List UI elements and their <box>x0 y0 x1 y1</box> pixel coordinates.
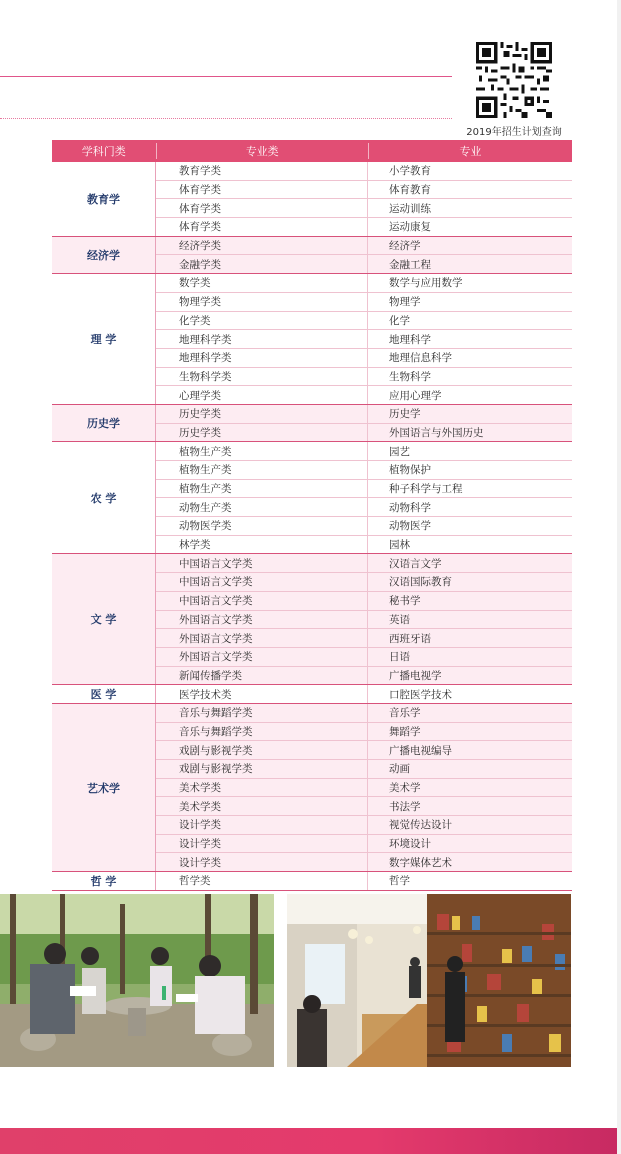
table-header <box>52 140 572 162</box>
major-class-cell: 外国语言文学类 <box>156 648 368 666</box>
library-reading-photo <box>287 894 571 1067</box>
major-cell: 动画 <box>389 763 410 776</box>
major-class-cell: 地理科学类 <box>156 330 368 348</box>
table-body <box>52 162 572 891</box>
major-class-cell: 外国语言文学类 <box>156 611 368 629</box>
major-class-cell: 体育学类 <box>156 181 368 199</box>
major-cell: 汉语言文学 <box>389 557 442 570</box>
category-group <box>52 872 572 891</box>
qr-code[interactable] <box>476 42 552 118</box>
major-class-cell: 教育学类 <box>156 162 368 180</box>
major-class-cell: 经济学类 <box>156 237 368 255</box>
major-class-cell: 林学类 <box>156 536 368 554</box>
table-row <box>156 628 572 647</box>
table-row <box>156 778 572 797</box>
major-cell: 环境设计 <box>389 838 431 851</box>
major-cell: 广播电视学 <box>389 669 442 682</box>
category-name: 历史学 <box>87 417 120 431</box>
category-group <box>52 274 572 405</box>
major-cell: 美术学 <box>389 782 421 795</box>
major-class-cell: 数学类 <box>156 274 368 292</box>
major-cell: 口腔医学技术 <box>389 688 452 701</box>
qr-caption: 2019年招生计划查询 <box>466 127 562 138</box>
category-rows <box>155 872 572 890</box>
major-cell: 动物医学 <box>389 520 431 533</box>
major-class-cell: 外国语言文学类 <box>156 629 368 647</box>
major-cell: 化学 <box>389 314 410 327</box>
major-class-cell: 体育学类 <box>156 218 368 236</box>
category-name: 农 学 <box>90 491 117 505</box>
major-cell: 园林 <box>389 539 410 552</box>
category-rows <box>155 405 572 441</box>
major-class-cell: 植物生产类 <box>156 461 368 479</box>
category-rows <box>155 685 572 703</box>
major-cell: 种子科学与工程 <box>389 483 463 496</box>
major-class-cell: 设计学类 <box>156 835 368 853</box>
table-row <box>156 554 572 572</box>
category-name: 艺术学 <box>87 781 120 795</box>
major-cell: 动物科学 <box>389 501 431 514</box>
major-class-cell: 新闻传播学类 <box>156 667 368 685</box>
major-cell: 历史学 <box>389 408 421 421</box>
table-row <box>156 254 572 273</box>
table-row <box>156 666 572 685</box>
category-name: 教育学 <box>87 192 120 206</box>
major-class-cell: 植物生产类 <box>156 442 368 460</box>
category-name: 医 学 <box>90 688 117 702</box>
table-row <box>156 237 572 255</box>
major-class-cell: 中国语言文学类 <box>156 592 368 610</box>
table-row <box>156 198 572 217</box>
major-cell: 日语 <box>389 651 410 664</box>
students-outdoor-photo <box>0 894 274 1067</box>
major-class-cell: 金融学类 <box>156 255 368 273</box>
table-row <box>156 759 572 778</box>
major-class-cell: 音乐与舞蹈学类 <box>156 723 368 741</box>
major-class-cell: 植物生产类 <box>156 480 368 498</box>
major-class-cell: 动物生产类 <box>156 498 368 516</box>
major-cell: 地理科学 <box>389 333 431 346</box>
major-cell: 外国语言与外国历史 <box>389 426 484 439</box>
major-class-cell: 美术学类 <box>156 779 368 797</box>
major-class-cell: 地理科学类 <box>156 349 368 367</box>
footer-color-bar <box>0 1128 621 1154</box>
table-row <box>156 535 572 554</box>
major-cell: 金融工程 <box>389 258 431 271</box>
category-group <box>52 162 572 237</box>
category-group <box>52 704 572 872</box>
major-cell: 生物科学 <box>389 370 431 383</box>
major-class-cell: 哲学类 <box>156 872 368 890</box>
table-row <box>156 329 572 348</box>
table-row <box>156 815 572 834</box>
table-row <box>156 405 572 423</box>
category-group <box>52 442 572 554</box>
table-row <box>156 348 572 367</box>
table-row <box>156 460 572 479</box>
major-cell: 英语 <box>389 613 410 626</box>
major-class-cell: 体育学类 <box>156 199 368 217</box>
major-cell: 哲学 <box>389 875 410 888</box>
decorative-dotted-line <box>0 118 452 119</box>
major-cell: 运动康复 <box>389 221 431 234</box>
major-cell: 小学教育 <box>389 165 431 178</box>
major-class-cell: 设计学类 <box>156 816 368 834</box>
category-name: 文 学 <box>90 613 117 627</box>
table-row <box>156 834 572 853</box>
major-class-cell: 心理学类 <box>156 386 368 404</box>
table-row <box>156 367 572 386</box>
table-row <box>156 180 572 199</box>
category-rows <box>155 442 572 553</box>
major-class-cell: 音乐与舞蹈学类 <box>156 704 368 722</box>
table-row <box>156 479 572 498</box>
major-cell: 园艺 <box>389 445 410 458</box>
category-name: 哲 学 <box>90 874 117 888</box>
table-row <box>156 704 572 722</box>
table-row <box>156 292 572 311</box>
major-cell: 视觉传达设计 <box>389 819 452 832</box>
major-class-cell: 中国语言文学类 <box>156 554 368 572</box>
table-row <box>156 647 572 666</box>
category-rows <box>155 704 572 871</box>
category-rows <box>155 274 572 404</box>
table-row <box>156 610 572 629</box>
table-row <box>156 162 572 180</box>
major-cell: 地理信息科学 <box>389 352 452 365</box>
major-class-cell: 生物科学类 <box>156 368 368 386</box>
category-group <box>52 685 572 704</box>
major-class-cell: 医学技术类 <box>156 685 368 703</box>
decorative-line <box>0 76 452 77</box>
major-table <box>52 140 572 891</box>
major-cell: 音乐学 <box>389 707 421 720</box>
major-class-cell: 化学类 <box>156 312 368 330</box>
major-cell: 西班牙语 <box>389 632 431 645</box>
table-row <box>156 217 572 236</box>
major-class-cell: 历史学类 <box>156 405 368 423</box>
category-rows <box>155 237 572 273</box>
table-row <box>156 591 572 610</box>
table-row <box>156 442 572 460</box>
major-cell: 广播电视编导 <box>389 744 452 757</box>
major-class-cell: 动物医学类 <box>156 517 368 535</box>
header-category: 学科门类 <box>52 143 157 159</box>
page-edge-shadow <box>617 0 621 1154</box>
major-class-cell: 历史学类 <box>156 424 368 442</box>
table-row <box>156 572 572 591</box>
table-row <box>156 796 572 815</box>
major-class-cell: 戏剧与影视学类 <box>156 760 368 778</box>
category-rows <box>155 162 572 236</box>
major-class-cell: 中国语言文学类 <box>156 573 368 591</box>
major-cell: 书法学 <box>389 800 421 813</box>
table-row <box>156 872 572 890</box>
major-cell: 应用心理学 <box>389 389 442 402</box>
table-row <box>156 740 572 759</box>
major-cell: 体育教育 <box>389 184 431 197</box>
table-row <box>156 311 572 330</box>
major-cell: 舞蹈学 <box>389 725 421 738</box>
header-major-class: 专业类 <box>157 143 369 159</box>
major-cell: 数学与应用数学 <box>389 277 463 290</box>
category-rows <box>155 554 572 684</box>
table-row <box>156 385 572 404</box>
table-row <box>156 423 572 442</box>
major-class-cell: 设计学类 <box>156 853 368 871</box>
major-cell: 植物保护 <box>389 464 431 477</box>
header-major: 专业 <box>459 145 482 158</box>
table-row <box>156 274 572 292</box>
major-cell: 经济学 <box>389 240 421 253</box>
major-cell: 物理学 <box>389 296 421 309</box>
major-cell: 运动训练 <box>389 202 431 215</box>
major-class-cell: 物理学类 <box>156 293 368 311</box>
category-group <box>52 405 572 442</box>
major-cell: 汉语国际教育 <box>389 576 452 589</box>
table-row <box>156 685 572 703</box>
table-row <box>156 497 572 516</box>
table-row <box>156 722 572 741</box>
category-group <box>52 237 572 274</box>
category-name: 理 学 <box>90 333 117 347</box>
major-class-cell: 美术学类 <box>156 797 368 815</box>
table-row <box>156 516 572 535</box>
major-cell: 秘书学 <box>389 595 421 608</box>
category-group <box>52 554 572 685</box>
table-row <box>156 852 572 871</box>
category-name: 经济学 <box>87 248 120 262</box>
major-class-cell: 戏剧与影视学类 <box>156 741 368 759</box>
major-cell: 数字媒体艺术 <box>389 856 452 869</box>
